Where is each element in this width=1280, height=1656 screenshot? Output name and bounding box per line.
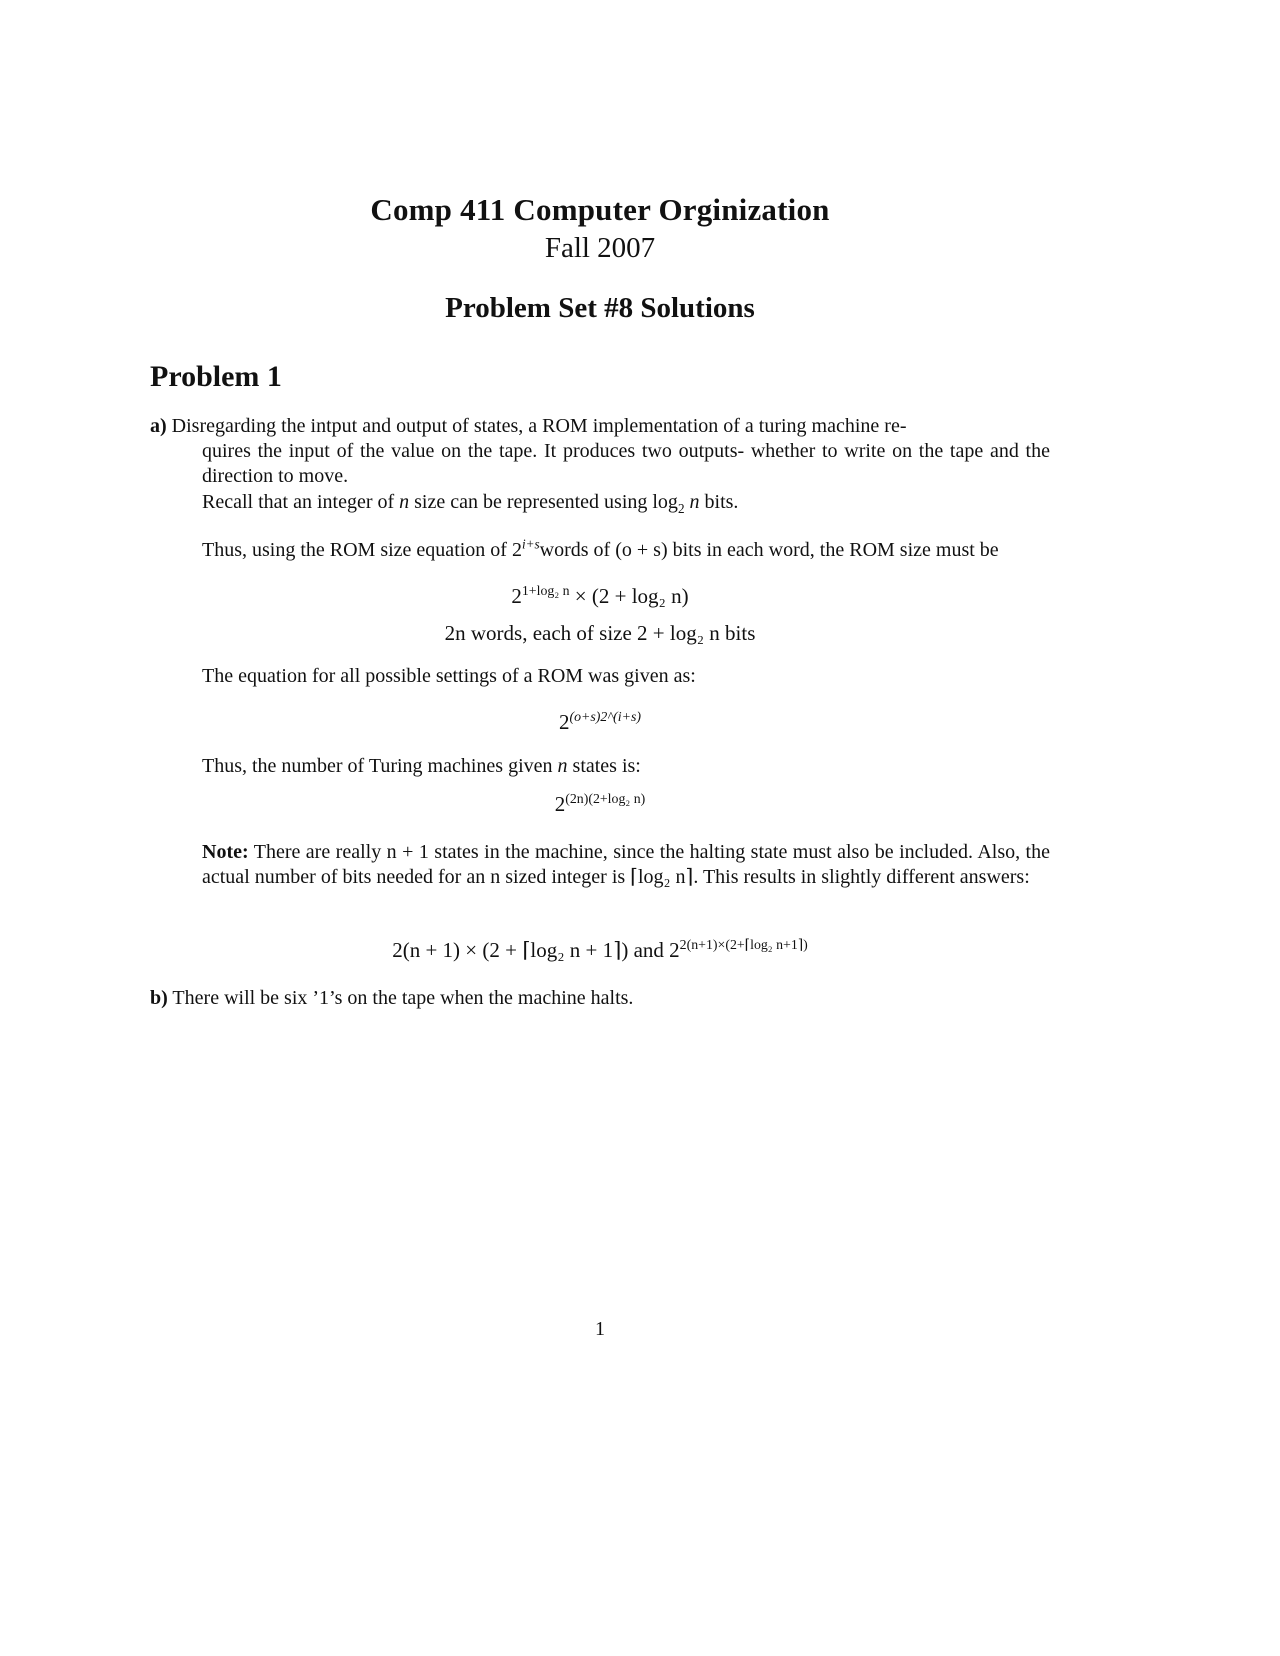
recall-text-2: size can be represented using log [409,491,678,513]
document-term: Fall 2007 [544,232,656,264]
part-a-intro-rest: quires the input of the value on the tape. It produces two outputs- whether to write on the tape and the direction to move. [202,440,1050,487]
eq5-base: 2 [669,938,680,962]
eq1-rest: × (2 + log₂ n) [569,584,689,608]
turing-count-paragraph [202,754,1050,779]
note-paragraph [202,840,1050,890]
settings-paragraph: The equation for all possible settings of a ROM was given as: [202,665,696,687]
turing-text-2: states is: [567,755,641,777]
eq4-exponent: (2n)(2+log₂ n) [565,791,646,806]
part-b-text: There will be six ’1’s on the tape when the machine halts. [167,987,634,1009]
recall-text-3: bits. [699,491,739,513]
equation-rom-size [0,584,1200,609]
problem-set-title: Problem Set #8 Solutions [445,292,755,324]
equation-word-count: 2n words, each of size 2 + log₂ n bits [444,621,756,645]
rom-size-paragraph [202,538,1050,563]
page-number: 1 [595,1318,605,1340]
turing-var-n: n [557,755,568,777]
rom-exponent: i+s [521,536,540,552]
part-b [150,986,1050,1011]
part-a-label: a) [150,415,167,437]
rom-text-2: words of (o + s) bits in each word, the ROM size must be [539,539,999,561]
eq5-left: 2(n + 1) × (2 + ⌈log₂ n + 1⌉) [392,938,629,962]
eq1-exponent: 1+log₂ n [521,583,570,598]
rom-text-1: Thus, using the ROM size equation of 2 [202,539,522,561]
part-a-intro-first: Disregarding the intput and output of states, a ROM implementation of a turing machine re- [171,415,907,437]
note-text: There are really n + 1 states in the machine, since the halting state must also be included. Also, the actual number of bits needed for an n sized integer is ⌈log₂ n⌉. This results in slightly different answers: [202,841,1050,888]
equation-settings [0,710,1200,735]
equation-turing-count [0,792,1200,817]
eq3-base: 2 [558,710,570,734]
part-a-intro [150,414,1050,489]
eq5-and: and [628,938,670,962]
recall-var-n2: n [684,491,700,513]
recall-log-base: 2 [677,501,685,516]
recall-var-n: n [399,491,410,513]
turing-text-1: Thus, the number of Turing machines given [202,755,558,777]
recall-text-1: Recall that an integer of [202,491,400,513]
recall-paragraph [202,490,1050,515]
equation-corrected [0,938,1200,963]
note-label: Note: [202,841,249,863]
eq3-exponent: (o+s)2^(i+s) [569,709,641,724]
part-b-label: b) [150,987,168,1009]
eq1-base: 2 [511,584,522,608]
section-heading: Problem 1 [150,360,282,393]
document-title: Comp 411 Computer Orginization [370,192,830,227]
eq5-exponent: 2(n+1)×(2+⌈log₂ n+1⌉) [679,937,808,952]
eq4-base: 2 [554,792,566,816]
